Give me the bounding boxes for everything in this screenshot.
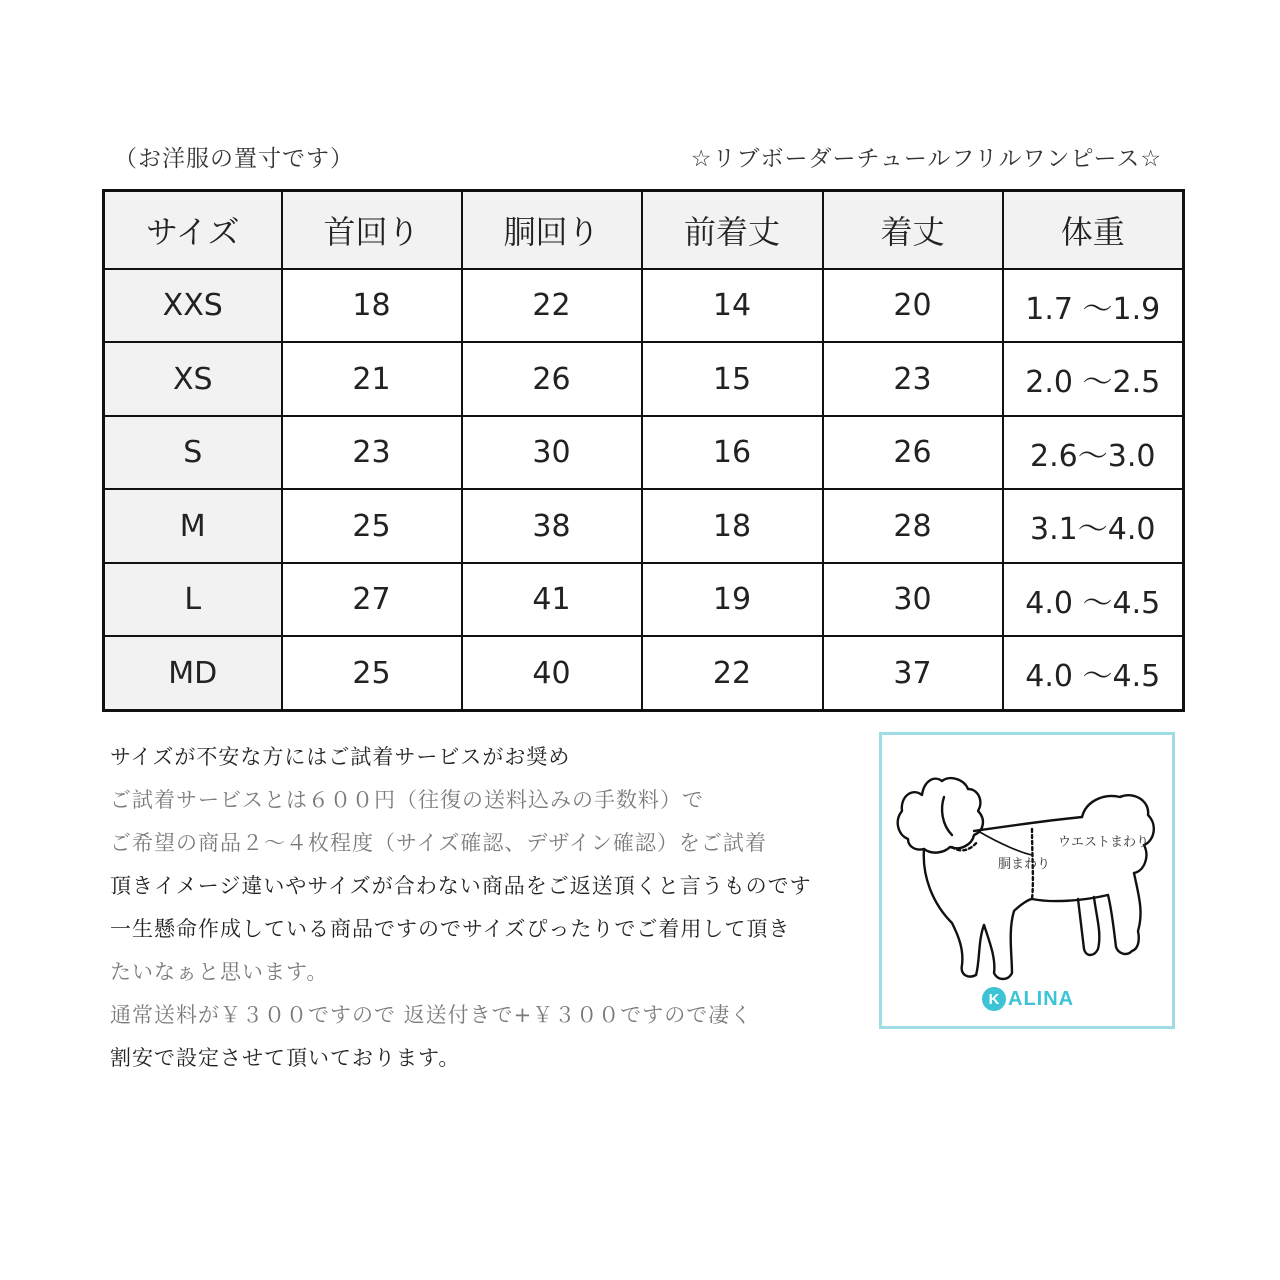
note-line: 一生懸命作成している商品ですのでサイズぴったりでご着用して頂き [110, 917, 791, 941]
note-line: たいなぁと思います。 [110, 960, 329, 984]
size-cell: MD [104, 636, 282, 710]
table-cell: 1.7 〜1.9 [1003, 269, 1184, 342]
table-header-row [104, 191, 1184, 270]
table-cell: 16 [642, 416, 823, 489]
table-cell: 22 [642, 636, 823, 710]
table-cell: 18 [282, 269, 462, 342]
logo-badge: K [982, 987, 1006, 1011]
table-cell: 25 [282, 636, 462, 710]
table-cell: 14 [642, 269, 823, 342]
table-row [104, 416, 1184, 489]
note-line: 割安で設定させて頂いております。 [110, 1046, 461, 1070]
table-cell: 15 [642, 342, 823, 415]
table-row [104, 563, 1184, 636]
table-cell: 37 [823, 636, 1003, 710]
note-line: サイズが不安な方にはご試着サービスがお奨め [110, 745, 571, 769]
column-header: サイズ [104, 191, 282, 270]
table-cell: 26 [462, 342, 642, 415]
size-cell: M [104, 489, 282, 562]
table-cell: 25 [282, 489, 462, 562]
table-cell: 40 [462, 636, 642, 710]
note-line: ご試着サービスとは６００円（往復の送料込みの手数料）で [110, 788, 704, 812]
size-cell: XS [104, 342, 282, 415]
table-cell: 38 [462, 489, 642, 562]
size-cell: L [104, 563, 282, 636]
table-cell: 18 [642, 489, 823, 562]
size-cell: XXS [104, 269, 282, 342]
table-row [104, 269, 1184, 342]
table-cell: 27 [282, 563, 462, 636]
fitting-service-notes [110, 736, 890, 1080]
product-name: ☆リブボーダーチュールフリルワンピース☆ [690, 146, 1162, 172]
girth-label: 胴まわり [998, 857, 1051, 872]
table-cell: 30 [823, 563, 1003, 636]
table-row [104, 342, 1184, 415]
column-header: 着丈 [823, 191, 1003, 270]
table-cell: 3.1〜4.0 [1003, 489, 1184, 562]
table-cell: 21 [282, 342, 462, 415]
table-cell: 41 [462, 563, 642, 636]
table-cell: 30 [462, 416, 642, 489]
note-line: 頂きイメージ違いやサイズが合わない商品をご返送頂くと言うものです [110, 874, 812, 898]
dog-measurement-figure [879, 732, 1175, 1029]
logo-text: ALINA [1008, 987, 1075, 1010]
column-header: 胴回り [462, 191, 642, 270]
column-header: 前着丈 [642, 191, 823, 270]
column-header: 体重 [1003, 191, 1184, 270]
table-cell: 22 [462, 269, 642, 342]
table-row [104, 489, 1184, 562]
size-chart-table [102, 189, 1185, 712]
table-cell: 23 [823, 342, 1003, 415]
table-cell: 4.0 〜4.5 [1003, 636, 1184, 710]
dog-outline-icon [882, 735, 1172, 1026]
table-cell: 2.0 〜2.5 [1003, 342, 1184, 415]
table-cell: 20 [823, 269, 1003, 342]
note-line: 通常送料が￥３００ですので 返送付きで+￥３００ですので凄く [110, 1003, 753, 1027]
table-cell: 19 [642, 563, 823, 636]
table-cell: 2.6〜3.0 [1003, 416, 1184, 489]
size-cell: S [104, 416, 282, 489]
table-cell: 26 [823, 416, 1003, 489]
table-cell: 28 [823, 489, 1003, 562]
table-row [104, 636, 1184, 710]
table-cell: 4.0 〜4.5 [1003, 563, 1184, 636]
kalina-logo [982, 987, 1074, 1011]
note-line: ご希望の商品２〜４枚程度（サイズ確認、デザイン確認）をご試着 [110, 831, 767, 855]
column-header: 首回り [282, 191, 462, 270]
measurement-note: （お洋服の置寸です） [114, 146, 354, 172]
table-cell: 23 [282, 416, 462, 489]
waist-label: ウエストまわり [1058, 835, 1150, 850]
